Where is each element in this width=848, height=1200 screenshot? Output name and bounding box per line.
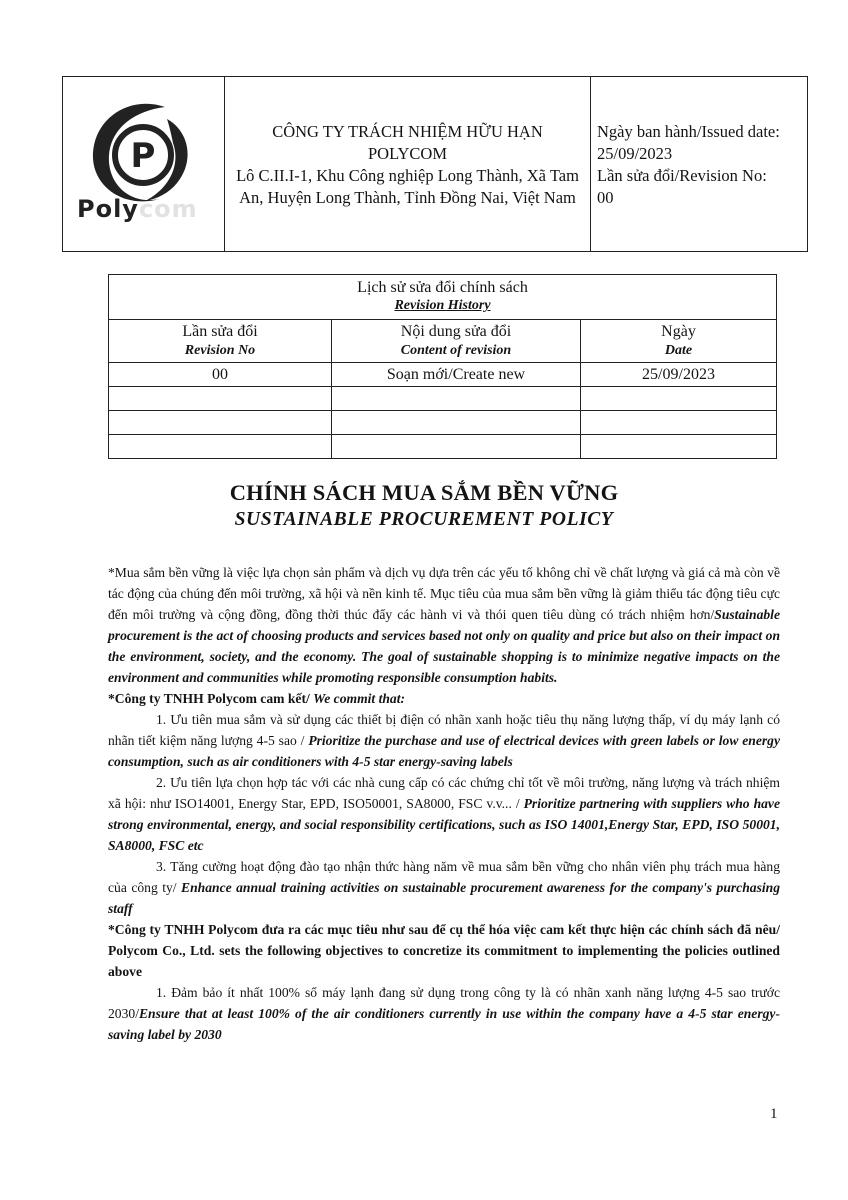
svg-text:P: P — [130, 136, 156, 176]
company-name: CÔNG TY TRÁCH NHIỆM HỮU HẠN POLYCOM — [272, 122, 543, 163]
logo-cell — [63, 77, 225, 251]
table-cell — [109, 411, 332, 435]
policy-title-en: SUSTAINABLE PROCUREMENT POLICY — [234, 509, 614, 530]
objective-item: 1. Đảm bảo ít nhất 100% số máy lạnh đang sử dụng trong công ty là có nhãn xanh năng lượng 4-5 sao trước 2030/Ensure that at least 100% of the air conditioners currently in use within the company have a 4-5 star energy-saving label by 2030 — [108, 985, 780, 1042]
revision-no-value: 00 — [597, 188, 614, 207]
intro-paragraph — [108, 562, 780, 688]
table-cell — [109, 387, 332, 411]
table-cell — [109, 435, 332, 459]
table-row — [109, 363, 777, 387]
document-header — [62, 76, 808, 252]
table-row — [109, 387, 777, 411]
table-cell — [581, 411, 777, 435]
column-header: Ngày Date — [581, 320, 777, 363]
table-row — [109, 435, 777, 459]
revision-table-title — [109, 275, 777, 320]
revision-title-en: Revision History — [394, 298, 491, 313]
table-cell — [581, 435, 777, 459]
table-cell — [332, 411, 581, 435]
company-address: Lô C.II.I-1, Khu Công nghiệp Long Thành, Xã Tam An, Huyện Long Thành, Tỉnh Đồng Nai, Việt Nam — [236, 166, 579, 207]
column-header: Lần sửa đổi Revision No — [109, 320, 332, 363]
intro-vn: *Mua sắm bền vững là việc lựa chọn sản phẩm và dịch vụ dựa trên các yếu tố không chỉ về chất lượng và giá cả mà còn về tác động của chúng đến môi trường, xã hội và nền kinh tế. Mục tiêu của mua sắm bền vững là giảm thiểu tác động tiêu cực đến môi trường và cộng đồng, đồng thời thúc đẩy các hành vi và thói quen tiêu dùng có trách nhiệm hơn/ — [108, 565, 780, 622]
policy-body — [108, 562, 780, 1045]
commit-item: 3. Tăng cường hoạt động đào tạo nhận thức hàng năm về mua sắm bền vững cho nhân viên phụ trách mua hàng của công ty/ Enhance annual training activities on sustainable procurement awareness for the company's purchasing staff — [108, 859, 780, 916]
table-cell — [332, 387, 581, 411]
commit-item: 1. Ưu tiên mua sắm và sử dụng các thiết bị điện có nhãn xanh hoặc tiêu thụ năng lượng thấp, ví dụ máy lạnh có nhãn tiết kiệm năng lượng 4-5 sao / Prioritize the purchase and use of electrical devices with green labels or low energy consumption, such as air conditioners with 4-5 star energy-saving labels — [108, 712, 780, 769]
table-cell: 25/09/2023 — [581, 363, 777, 387]
revision-history-table — [108, 274, 777, 459]
table-cell: Soạn mới/Create new — [332, 363, 581, 387]
document-meta — [591, 77, 807, 251]
issued-date-label: Ngày ban hành/Issued date: — [597, 122, 780, 141]
logo-wordmark: Polycom — [77, 195, 198, 223]
commit-item: 2. Ưu tiên lựa chọn hợp tác với các nhà cung cấp có các chứng chỉ tốt về môi trường, năng lượng và trách nhiệm xã hội: như ISO14001, Energy Star, EPD, ISO50001, SA8000, FSC v.v... / Prioritize partnering with suppliers who have strong environmental, energy, and social responsibility certifications, such as ISO 14001,Energy Star, EPD, ISO 50001, SA8000, FSC etc — [108, 775, 780, 853]
column-header: Nội dung sửa đổi Content of revision — [332, 320, 581, 363]
intro-en: Sustainable procurement is the act of choosing products and services based not only on quality and price but also on their impact on the environment, society, and the economy. The goal of sustainable shopping is to minimize negative impacts on the environment and communities while promoting responsible consumption habits. — [108, 607, 780, 685]
issued-date-value: 25/09/2023 — [597, 144, 673, 163]
company-info — [225, 77, 591, 251]
policy-title-vn: CHÍNH SÁCH MUA SẮM BỀN VỮNG — [229, 480, 619, 505]
revision-title-vn: Lịch sử sửa đổi chính sách — [357, 279, 528, 296]
commit-heading: *Công ty TNHH Polycom cam kết/ We commit that: — [108, 691, 406, 706]
table-row — [109, 411, 777, 435]
table-cell: 00 — [109, 363, 332, 387]
objectives-heading: *Công ty TNHH Polycom đưa ra các mục tiêu như sau để cụ thể hóa việc cam kết thực hiện các chính sách đã nêu/ Polycom Co., Ltd. sets the following objectives to concretize its commitment to implementing the policies outlined above — [108, 922, 780, 979]
table-header-row — [109, 320, 777, 363]
table-cell — [581, 387, 777, 411]
revision-no-label: Lần sửa đổi/Revision No: — [597, 166, 767, 185]
table-cell — [332, 435, 581, 459]
page-number: 1 — [770, 1106, 778, 1122]
